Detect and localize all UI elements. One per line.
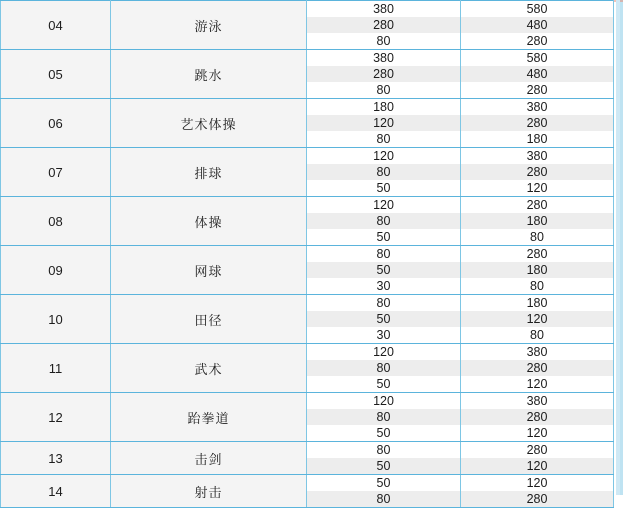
row-price-1 (307, 50, 461, 99)
row-item: 武术 (111, 344, 307, 393)
price-value: 50 (307, 180, 460, 196)
row-no: 12 (1, 393, 111, 442)
row-no: 13 (1, 442, 111, 475)
row-item: 艺术体操 (111, 99, 307, 148)
price-value: 120 (307, 344, 460, 360)
row-price-1 (307, 393, 461, 442)
row-no: 08 (1, 197, 111, 246)
table-row (1, 50, 614, 99)
price-value: 180 (461, 262, 613, 278)
row-no: 04 (1, 1, 111, 50)
row-price-2 (461, 295, 614, 344)
price-value: 80 (307, 491, 460, 507)
price-value: 80 (307, 164, 460, 180)
price-value: 30 (307, 278, 460, 294)
price-value: 580 (461, 50, 613, 66)
row-no: 09 (1, 246, 111, 295)
row-price-1 (307, 475, 461, 508)
price-value: 280 (461, 197, 613, 213)
price-value: 180 (461, 213, 613, 229)
price-value: 80 (307, 131, 460, 147)
price-value: 280 (461, 442, 613, 458)
row-price-2 (461, 344, 614, 393)
price-value: 50 (307, 311, 460, 327)
row-price-2 (461, 442, 614, 475)
row-no: 11 (1, 344, 111, 393)
price-value: 120 (307, 115, 460, 131)
row-item: 排球 (111, 148, 307, 197)
table-row (1, 295, 614, 344)
price-value: 120 (461, 425, 613, 441)
price-value: 280 (461, 82, 613, 98)
row-no: 07 (1, 148, 111, 197)
price-value: 180 (461, 295, 613, 311)
price-value: 120 (461, 180, 613, 196)
price-value: 120 (461, 475, 613, 491)
table-row (1, 197, 614, 246)
price-value: 380 (461, 99, 613, 115)
row-no: 14 (1, 475, 111, 508)
price-value: 380 (461, 393, 613, 409)
row-price-2 (461, 1, 614, 50)
price-value: 50 (307, 376, 460, 392)
price-value: 280 (307, 17, 460, 33)
row-item: 击剑 (111, 442, 307, 475)
price-value: 280 (461, 360, 613, 376)
row-price-1 (307, 1, 461, 50)
price-value: 380 (307, 50, 460, 66)
price-value: 120 (461, 458, 613, 474)
row-price-2 (461, 99, 614, 148)
price-value: 280 (461, 115, 613, 131)
row-item: 体操 (111, 197, 307, 246)
price-value: 580 (461, 1, 613, 17)
row-price-1 (307, 442, 461, 475)
table-row (1, 475, 614, 508)
price-value: 120 (461, 311, 613, 327)
price-value: 80 (461, 327, 613, 343)
row-item: 射击 (111, 475, 307, 508)
price-table-body (1, 1, 614, 508)
row-price-2 (461, 50, 614, 99)
price-value: 280 (461, 491, 613, 507)
price-value: 280 (461, 409, 613, 425)
price-value: 80 (307, 82, 460, 98)
row-item: 跳水 (111, 50, 307, 99)
row-no: 10 (1, 295, 111, 344)
table-row (1, 99, 614, 148)
table-row (1, 442, 614, 475)
price-value: 380 (461, 148, 613, 164)
price-value: 50 (307, 262, 460, 278)
table-row (1, 344, 614, 393)
row-item: 跆拳道 (111, 393, 307, 442)
price-value: 80 (307, 246, 460, 262)
row-price-1 (307, 344, 461, 393)
price-value: 120 (307, 148, 460, 164)
price-value: 80 (461, 278, 613, 294)
row-price-2 (461, 246, 614, 295)
price-value: 50 (307, 475, 460, 491)
price-value: 50 (307, 229, 460, 245)
price-value: 120 (307, 197, 460, 213)
price-value: 180 (461, 131, 613, 147)
row-item: 游泳 (111, 1, 307, 50)
table-row (1, 393, 614, 442)
price-value: 50 (307, 458, 460, 474)
price-value: 30 (307, 327, 460, 343)
row-price-1 (307, 295, 461, 344)
price-value: 80 (307, 213, 460, 229)
row-price-2 (461, 197, 614, 246)
row-price-1 (307, 99, 461, 148)
row-price-2 (461, 393, 614, 442)
price-value: 120 (461, 376, 613, 392)
price-value: 480 (461, 66, 613, 82)
row-price-1 (307, 246, 461, 295)
row-item: 田径 (111, 295, 307, 344)
row-item: 网球 (111, 246, 307, 295)
price-value: 80 (307, 295, 460, 311)
price-value: 120 (307, 393, 460, 409)
table-row (1, 246, 614, 295)
price-value: 280 (461, 164, 613, 180)
price-value: 80 (307, 442, 460, 458)
price-value: 380 (461, 344, 613, 360)
table-row (1, 1, 614, 50)
price-value: 380 (307, 1, 460, 17)
price-value: 50 (307, 425, 460, 441)
price-value: 80 (307, 33, 460, 49)
price-value: 480 (461, 17, 613, 33)
price-value: 280 (307, 66, 460, 82)
row-price-1 (307, 197, 461, 246)
price-value: 280 (461, 33, 613, 49)
price-value: 80 (307, 409, 460, 425)
price-value: 80 (461, 229, 613, 245)
row-no: 06 (1, 99, 111, 148)
row-no: 05 (1, 50, 111, 99)
page-edge-rail (616, 0, 620, 495)
row-price-2 (461, 475, 614, 508)
price-value: 180 (307, 99, 460, 115)
row-price-2 (461, 148, 614, 197)
price-value: 80 (307, 360, 460, 376)
row-price-1 (307, 148, 461, 197)
table-row (1, 148, 614, 197)
price-value: 280 (461, 246, 613, 262)
